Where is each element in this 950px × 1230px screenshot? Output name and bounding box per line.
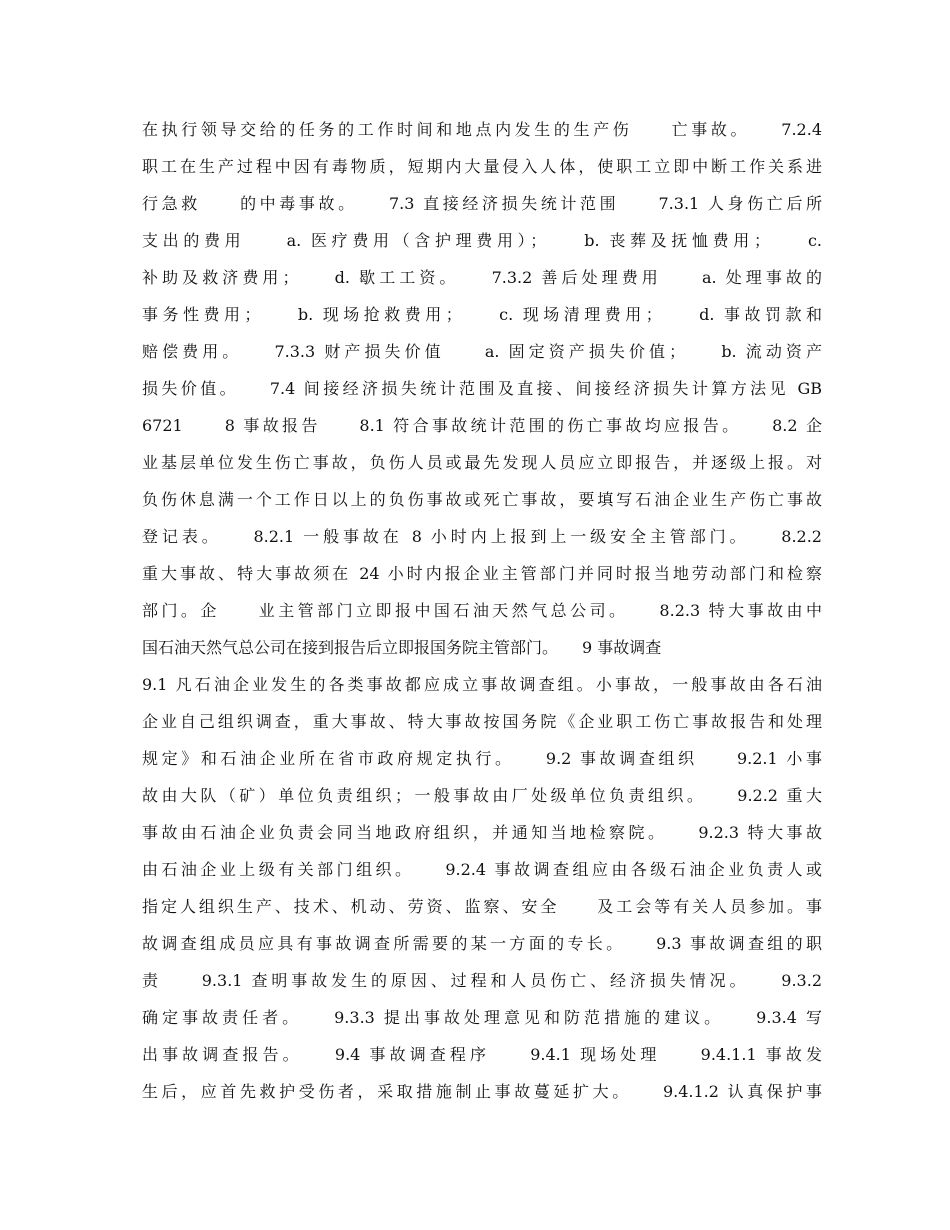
text-line: 由石油企业上级有关部门组织。 9.2.4 事故调查组应由各级石油企业负责人或 (142, 860, 822, 879)
text-line: 业基层单位发生伤亡事故，负伤人员或最先发现人员应立即报告，并逐级上报。对 (142, 453, 822, 472)
text-line: 企业自己组织调查，重大事故、特大事故按国务院《企业职工伤亡事故报告和处理 (142, 712, 822, 731)
text-line: 6721 8 事故报告 8.1 符合事故统计范围的伤亡事故均应报告。 8.2 企 (142, 416, 822, 435)
document-body-text (142, 111, 822, 1110)
text-line: 指定人组织生产、技术、机动、劳资、监察、安全 及工会等有关人员参加。事 (142, 897, 822, 916)
text-line: 生后，应首先救护受伤者，采取措施制止事故蔓延扩大。 9.4.1.2 认真保护事 (142, 1082, 822, 1101)
text-line: 事务性费用； b. 现场抢救费用； c. 现场清理费用； d. 事故罚款和 (142, 305, 822, 324)
text-line: 责 9.3.1 查明事故发生的原因、过程和人员伤亡、经济损失情况。 9.3.2 (142, 971, 822, 990)
text-line: 职工在生产过程中因有毒物质，短期内大量侵入人体，使职工立即中断工作关系进 (142, 157, 822, 176)
text-line: 9.1 凡石油企业发生的各类事故都应成立事故调查组。小事故，一般事故由各石油 (142, 675, 822, 694)
text-line: 重大事故、特大事故须在 24 小时内报企业主管部门并同时报当地劳动部门和检察 (142, 564, 822, 583)
text-line: 补助及救济费用； d. 歇工工资。 7.3.2 善后处理费用 a. 处理事故的 (142, 268, 822, 287)
text-line: 负伤休息满一个工作日以上的负伤事故或死亡事故，要填写石油企业生产伤亡事故 (142, 490, 822, 509)
text-line: 损失价值。 7.4 间接经济损失统计范围及直接、间接经济损失计算方法见 GB (142, 379, 822, 398)
text-line: 行急救 的中毒事故。 7.3 直接经济损失统计范围 7.3.1 人身伤亡后所 (142, 194, 822, 213)
text-line: 部门。企 业主管部门立即报中国石油天然气总公司。 8.2.3 特大事故由中 (142, 601, 822, 620)
text-line: 支出的费用 a. 医疗费用（含护理费用）； b. 丧葬及抚恤费用； c. (142, 231, 822, 250)
text-line: 出事故调查报告。 9.4 事故调查程序 9.4.1 现场处理 9.4.1.1 事故发 (142, 1045, 822, 1064)
text-line: 登记表。 8.2.1 一般事故在 8 小时内上报到上一级安全主管部门。 8.2.2 (142, 527, 822, 546)
text-line: 事故由石油企业负责会同当地政府组织，并通知当地检察院。 9.2.3 特大事故 (142, 823, 822, 842)
text-line: 赔偿费用。 7.3.3 财产损失价值 a. 固定资产损失价值； b. 流动资产 (142, 342, 822, 361)
text-line: 国石油天然气总公司在接到报告后立即报国务院主管部门。 9 事故调查 (142, 638, 662, 657)
text-line: 确定事故责任者。 9.3.3 提出事故处理意见和防范措施的建议。 9.3.4 写 (142, 1008, 822, 1027)
text-line: 在执行领导交给的任务的工作时间和地点内发生的生产伤 亡事故。 7.2.4 (142, 120, 822, 139)
text-line: 故调查组成员应具有事故调查所需要的某一方面的专长。 9.3 事故调查组的职 (142, 934, 822, 953)
text-line: 规定》和石油企业所在省市政府规定执行。 9.2 事故调查组织 9.2.1 小事 (142, 749, 822, 768)
text-line: 故由大队（矿）单位负责组织；一般事故由厂处级单位负责组织。 9.2.2 重大 (142, 786, 822, 805)
